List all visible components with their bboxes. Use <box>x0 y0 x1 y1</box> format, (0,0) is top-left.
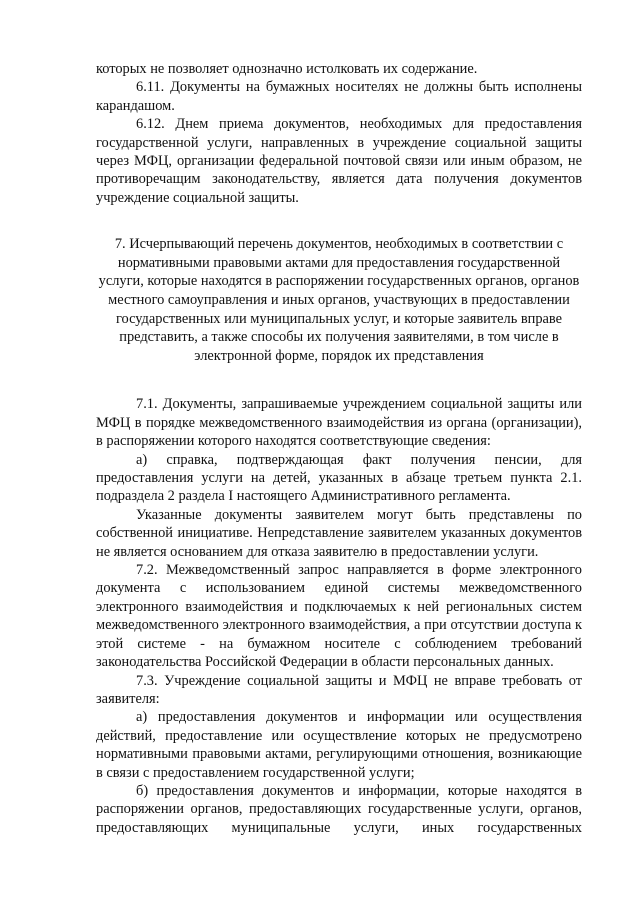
paragraph-6-12: 6.12. Днем приема документов, необходимых для предоставления государственной услуги, направленных в учреждение социальной защиты через МФЦ, организации федеральной почтовой связи или иным образом, не противоречащим законодательству, является дата получения документов учреждение социальной защиты. <box>96 116 582 206</box>
paragraph-continuation: которых не позволяет однозначно истолковать их содержание. <box>96 61 478 77</box>
paragraph-6-11: 6.11. Документы на бумажных носителях не должны быть исполнены карандашом. <box>96 79 582 114</box>
paragraph-7-1: 7.1. Документы, запрашиваемые учреждением социальной защиты или МФЦ в порядке межведомственного взаимодействия из органа (организации), в распоряжении которого находятся соответствующие сведения: <box>96 396 582 450</box>
paragraph-7-1-a: а) справка, подтверждающая факт получения пенсии, для предоставления услуги на детей, указанных в абзаце третьем пункта 2.1. подраздела 2 раздела I настоящего Административного регламента. <box>96 451 582 505</box>
paragraph-7-2: 7.2. Межведомственный запрос направляется в форме электронного документа с использованием единой системы межведомственного электронного взаимодействия и подключаемых к ней региональных систем межведомственного электронного взаимодействия, а при отсутствии доступа к этой системе - на бумажном носителе с соблюдением требований законодательства Российской Федерации в области персональных данных. <box>96 562 582 671</box>
paragraph-7-3-a: а) предоставления документов и информации или осуществления действий, предоставление или осуществление которых не предусмотрено нормативными правовыми актами, регулирующими отношения, возникающие в связи с предоставлением государственной услуги; <box>96 709 582 781</box>
document-body <box>96 60 582 837</box>
section-7-heading: 7. Исчерпывающий перечень документов, необходимых в соответствии с нормативными правовыми актами для предоставления государственной услуги, которые находятся в распоряжении государственных органов, органов местного самоуправления и иных органов, участвующих в предоставлении государственных или муниципальных услуг, и которые заявитель вправе представить, а также способы их получения заявителями, в том числе в электронной форме, порядок их представления <box>98 236 580 364</box>
paragraph-7-3: 7.3. Учреждение социальной защиты и МФЦ не вправе требовать от заявителя: <box>96 672 582 707</box>
paragraph-7-3-b: б) предоставления документов и информации, которые находятся в распоряжении органов, предоставляющих государственные услуги, органов, предоставляющих муниципальные услуги, иных государственных <box>96 782 582 836</box>
paragraph-7-1-note: Указанные документы заявителем могут быть представлены по собственной инициативе. Непредставление заявителем указанных документов не является основанием для отказа заявителю в предоставлении услуги. <box>96 506 582 560</box>
